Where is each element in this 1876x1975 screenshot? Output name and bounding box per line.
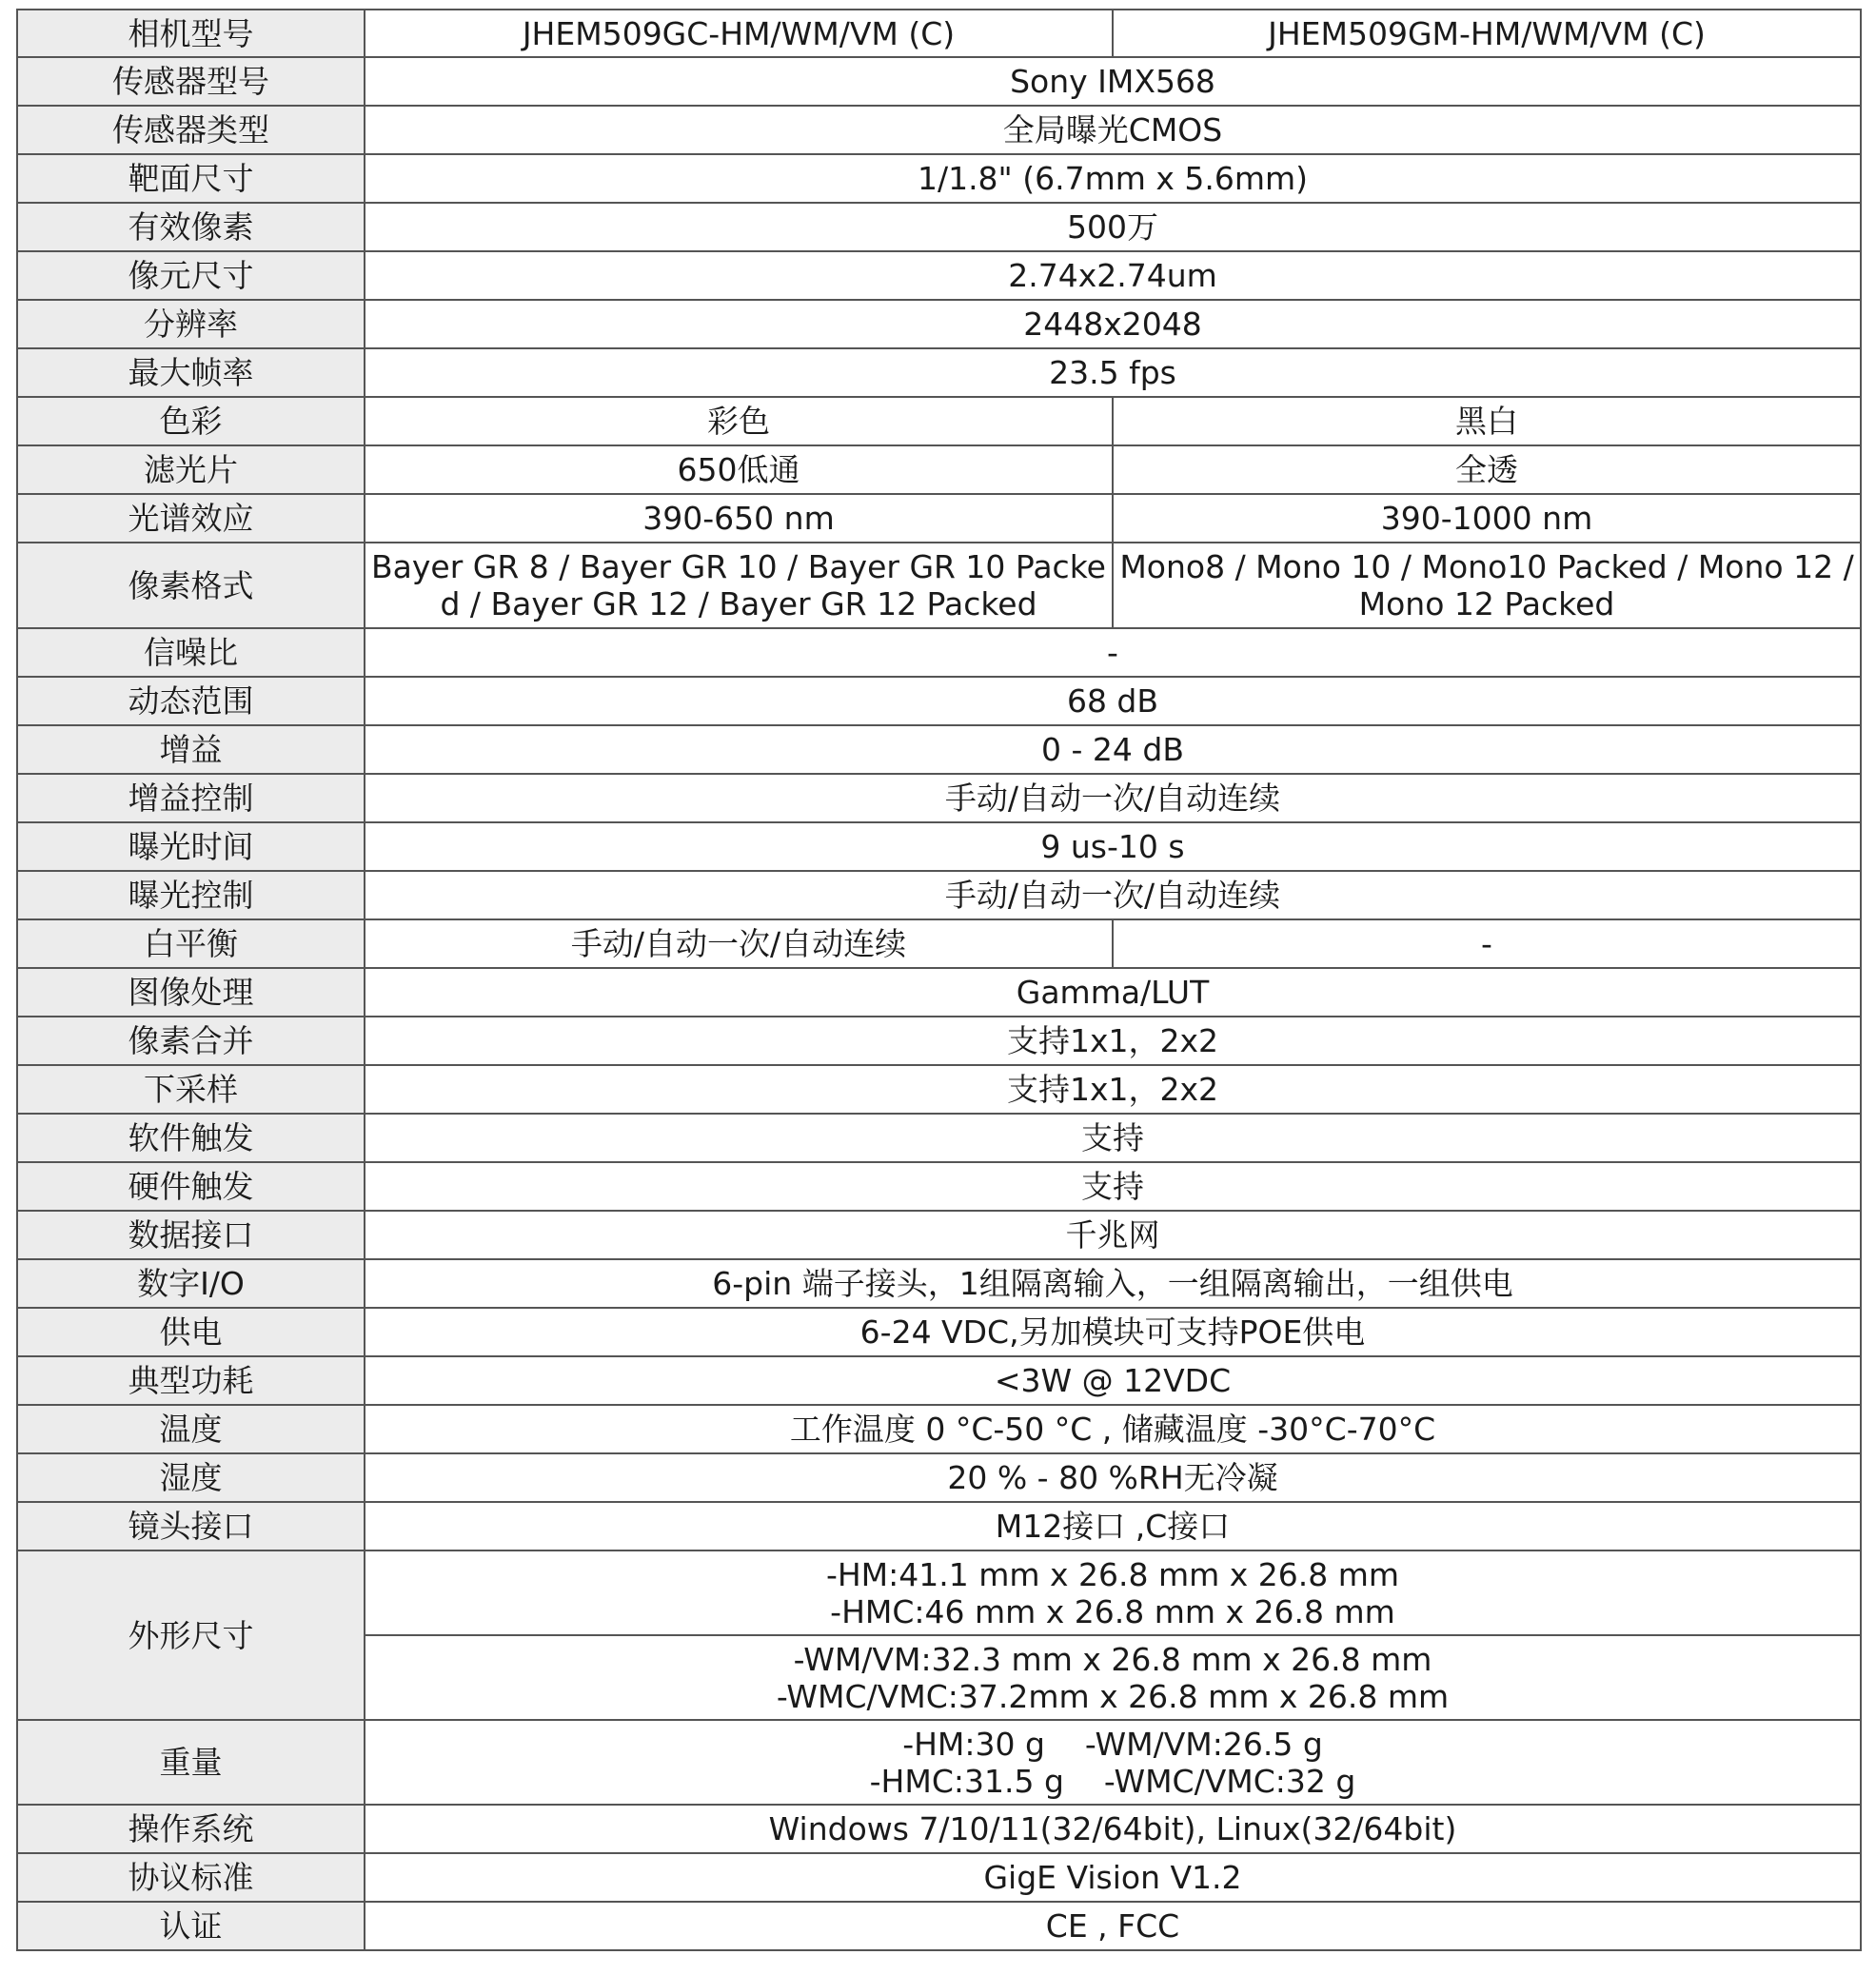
spec-label: 动态范围 (17, 677, 365, 725)
spec-table (16, 9, 1862, 1951)
spec-value: Sony IMX568 (365, 57, 1861, 106)
spec-value: <3W @ 12VDC (365, 1356, 1861, 1405)
spec-label: 信噪比 (17, 628, 365, 677)
spec-label: 增益控制 (17, 774, 365, 822)
spec-value: 2.74x2.74um (365, 251, 1861, 300)
spec-row (17, 1114, 1861, 1162)
spec-value: -WM/VM:32.3 mm x 26.8 mm x 26.8 mm -WMC/VMC:37.2mm x 26.8 mm x 26.8 mm (365, 1635, 1861, 1720)
spec-label: 传感器类型 (17, 106, 365, 154)
spec-value: 20 % - 80 %RH无冷凝 (365, 1453, 1861, 1502)
spec-row (17, 445, 1861, 494)
header-label: 相机型号 (17, 10, 365, 57)
spec-value: Bayer GR 8 / Bayer GR 10 / Bayer GR 10 Packed / Bayer GR 12 / Bayer GR 12 Packed (365, 543, 1113, 628)
spec-value: M12接口 ,C接口 (365, 1502, 1861, 1550)
spec-label: 典型功耗 (17, 1356, 365, 1405)
spec-value: 黑白 (1113, 397, 1861, 445)
spec-row (17, 1211, 1861, 1259)
spec-label: 供电 (17, 1308, 365, 1356)
spec-value: 390-1000 nm (1113, 494, 1861, 543)
spec-value: 6-24 VDC,另加模块可支持POE供电 (365, 1308, 1861, 1356)
spec-label: 数字I/O (17, 1259, 365, 1308)
spec-row (17, 1065, 1861, 1114)
spec-value: - (365, 628, 1861, 677)
spec-label: 数据接口 (17, 1211, 365, 1259)
spec-label: 白平衡 (17, 919, 365, 968)
spec-label: 湿度 (17, 1453, 365, 1502)
spec-row (17, 677, 1861, 725)
spec-label: 像元尺寸 (17, 251, 365, 300)
spec-value: 支持 (365, 1114, 1861, 1162)
spec-label: 像素格式 (17, 543, 365, 628)
spec-row (17, 251, 1861, 300)
spec-row (17, 1853, 1861, 1902)
spec-table-body (17, 10, 1861, 1950)
spec-row (17, 494, 1861, 543)
spec-value: 支持1x1，2x2 (365, 1017, 1861, 1065)
spec-label: 重量 (17, 1720, 365, 1805)
spec-label: 镜头接口 (17, 1502, 365, 1550)
model-gc: JHEM509GC-HM/WM/VM (C) (365, 10, 1113, 57)
spec-label: 协议标准 (17, 1853, 365, 1902)
spec-label: 有效像素 (17, 203, 365, 251)
spec-row (17, 1502, 1861, 1550)
spec-label: 增益 (17, 725, 365, 774)
spec-label: 图像处理 (17, 968, 365, 1017)
spec-row (17, 1902, 1861, 1950)
spec-row (17, 203, 1861, 251)
spec-row (17, 968, 1861, 1017)
spec-row (17, 1162, 1861, 1211)
spec-value: 500万 (365, 203, 1861, 251)
spec-value: GigE Vision V1.2 (365, 1853, 1861, 1902)
spec-label: 下采样 (17, 1065, 365, 1114)
spec-label: 分辨率 (17, 300, 365, 348)
spec-row (17, 919, 1861, 968)
spec-label: 传感器型号 (17, 57, 365, 106)
spec-label: 曝光控制 (17, 871, 365, 919)
spec-value: 68 dB (365, 677, 1861, 725)
spec-value: Mono8 / Mono 10 / Mono10 Packed / Mono 12 / Mono 12 Packed (1113, 543, 1861, 628)
spec-row (17, 871, 1861, 919)
spec-label: 像素合并 (17, 1017, 365, 1065)
spec-value: - (1113, 919, 1861, 968)
spec-row (17, 1356, 1861, 1405)
spec-label: 曝光时间 (17, 822, 365, 871)
spec-row (17, 300, 1861, 348)
spec-label: 外形尺寸 (17, 1550, 365, 1720)
spec-value: 彩色 (365, 397, 1113, 445)
spec-row (17, 628, 1861, 677)
spec-value: 支持 (365, 1162, 1861, 1211)
spec-value: 全局曝光CMOS (365, 106, 1861, 154)
spec-value: -HM:30 g -WM/VM:26.5 g -HMC:31.5 g -WMC/VMC:32 g (365, 1720, 1861, 1805)
spec-label: 温度 (17, 1405, 365, 1453)
spec-row (17, 154, 1861, 203)
spec-row (17, 1453, 1861, 1502)
spec-label: 认证 (17, 1902, 365, 1950)
spec-value: CE , FCC (365, 1902, 1861, 1950)
spec-row (17, 106, 1861, 154)
spec-value: 1/1.8" (6.7mm x 5.6mm) (365, 154, 1861, 203)
spec-row (17, 57, 1861, 106)
spec-value: 全透 (1113, 445, 1861, 494)
spec-label: 光谱效应 (17, 494, 365, 543)
spec-row (17, 725, 1861, 774)
spec-value: 手动/自动一次/自动连续 (365, 774, 1861, 822)
spec-value: 6-pin 端子接头，1组隔离输入，一组隔离输出，一组供电 (365, 1259, 1861, 1308)
spec-row (17, 822, 1861, 871)
spec-value: 手动/自动一次/自动连续 (365, 871, 1861, 919)
spec-label: 色彩 (17, 397, 365, 445)
header-row (17, 10, 1861, 57)
spec-value: Windows 7/10/11(32/64bit), Linux(32/64bit) (365, 1805, 1861, 1853)
spec-value: 23.5 fps (365, 348, 1861, 397)
spec-value: 千兆网 (365, 1211, 1861, 1259)
spec-value: 支持1x1，2x2 (365, 1065, 1861, 1114)
spec-row-dimensions (17, 1550, 1861, 1635)
spec-row (17, 348, 1861, 397)
spec-value: 手动/自动一次/自动连续 (365, 919, 1113, 968)
spec-value: 390-650 nm (365, 494, 1113, 543)
spec-value: 2448x2048 (365, 300, 1861, 348)
spec-row (17, 1308, 1861, 1356)
spec-row (17, 1805, 1861, 1853)
spec-label: 最大帧率 (17, 348, 365, 397)
spec-row (17, 1405, 1861, 1453)
spec-value: 9 us-10 s (365, 822, 1861, 871)
spec-row (17, 1017, 1861, 1065)
spec-label: 软件触发 (17, 1114, 365, 1162)
spec-row-weight (17, 1720, 1861, 1805)
spec-value: -HM:41.1 mm x 26.8 mm x 26.8 mm -HMC:46 mm x 26.8 mm x 26.8 mm (365, 1550, 1861, 1635)
spec-value: 工作温度 0 °C-50 °C , 储藏温度 -30°C-70°C (365, 1405, 1861, 1453)
spec-row (17, 543, 1861, 628)
spec-label: 靶面尺寸 (17, 154, 365, 203)
model-gm: JHEM509GM-HM/WM/VM (C) (1113, 10, 1861, 57)
spec-value: Gamma/LUT (365, 968, 1861, 1017)
spec-row (17, 1259, 1861, 1308)
spec-row (17, 774, 1861, 822)
spec-label: 滤光片 (17, 445, 365, 494)
spec-value: 0 - 24 dB (365, 725, 1861, 774)
spec-value: 650低通 (365, 445, 1113, 494)
spec-label: 操作系统 (17, 1805, 365, 1853)
spec-label: 硬件触发 (17, 1162, 365, 1211)
spec-row (17, 397, 1861, 445)
